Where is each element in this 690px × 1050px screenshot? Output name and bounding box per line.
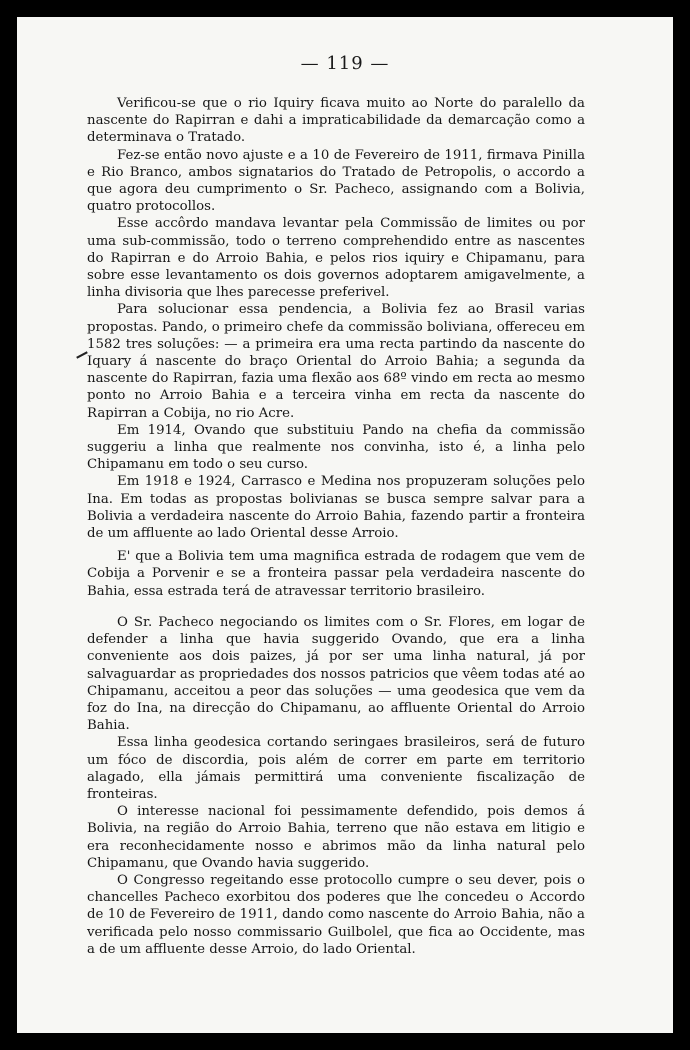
paragraph-5: Em 1914, Ovando que substituiu Pando na chefia da commissão suggeriu a linha que realmente nos convinha, isto é, a linha pelo Chipamanu em todo o seu curso. xyxy=(87,422,585,473)
page-number: — 119 — xyxy=(300,53,390,74)
paragraph-7: E' que a Bolivia tem uma magnifica estrada de rodagem que vem de Cobija a Porvenir e se a fronteira passar pela verdadeira nascente do Bahia, essa estrada terá de atravessar territorio brasileiro. xyxy=(87,549,585,599)
paragraph-9: Essa linha geodesica cortando seringaes brasileiros, será de futuro um fóco de discordia, pois além de correr em parte em territorio alagado, ella jámais permittirá uma conveniente fiscalização de fronteiras. xyxy=(87,735,585,802)
paragraph-6: Em 1918 e 1924, Carrasco e Medina nos propuzeram soluções pelo Ina. Em todas as propostas bolivianas se busca sempre salvar para a Bolivia a verdadeira nascente do Arroio Bahia, fazendo partir a fronteira de um affluente ao lado Oriental desse Arroio. xyxy=(87,474,585,542)
paragraph-4: Para solucionar essa pendencia, a Bolivia fez ao Brasil varias propostas. Pando, o primeiro chefe da commissão boliviana, offereceu em 1582 tres soluções: — a primeira era uma recta partindo da nascente do Iquary á nascente do braço Oriental do Arroio Bahia; a segunda da nascente do Rapirran, fazia uma flexão aos 68º vindo em recta ao mesmo ponto no Arroio Bahia e a terceira vinha em recta da nascente do Rapirran a Cobija, no rio Acre. xyxy=(87,302,585,421)
paragraph-1: Verificou-se que o rio Iquiry ficava muito ao Norte do paralello da nascente do Rapirran e dahi a impraticabilidade da demarcação como a determinava o Tratado. xyxy=(87,96,585,146)
paragraph-11: O Congresso regeitando esse protocollo cumpre o seu dever, pois o chancelles Pacheco exorbitou dos poderes que lhe concedeu o Accordo de 10 de Fevereiro de 1911, dando como nascente do Arroio Bahia, não a verificada pelo nosso commissario Guilbolel, que fica ao Occidente, mas a de um affluente desse Arroio, do lado Oriental. xyxy=(87,872,585,957)
paragraph-2: Fez-se então novo ajuste e a 10 de Fevereiro de 1911, firmava Pinilla e Rio Branco, ambos signatarios do Tratado de Petropolis, o accordo a que agora deu cumprimento o Sr. Pacheco, assignando com a Bolivia, quatro protocollos. xyxy=(87,147,585,215)
body-text xyxy=(87,95,585,958)
paragraph-8: O Sr. Pacheco negociando os limites com o Sr. Flores, em logar de defender a linha que havia suggerido Ovando, que era a linha conveniente aos dois paizes, já por ser uma linha natural, já por salvaguardar as propriedades dos nossos patricios que vêem todas até ao Chipamanu, acceitou a peor das soluções — uma geodesica que vem da foz do Ina, na direcção do Chipamanu, ao affluente Oriental do Arroio Bahia. xyxy=(87,614,585,734)
paragraph-10: O interesse nacional foi pessimamente defendido, pois demos á Bolivia, na região do Arroio Bahia, terreno que não estava em litigio e era reconhecidamente nosso e abrimos mão da linha natural pelo Chipamanu, que Ovando havia suggerido. xyxy=(87,804,585,871)
book-page xyxy=(17,17,673,1033)
paragraph-3: Esse accôrdo mandava levantar pela Commissão de limites ou por uma sub-commissão, todo o terreno comprehendido entre as nascentes do Rapirran e do Arroio Bahia, e pelos rios iquiry e Chipamanu, para sobre esse levantamento os dois governos adoptarem amigavelmente, a linha divisoria que lhes parecesse preferivel. xyxy=(87,216,585,301)
